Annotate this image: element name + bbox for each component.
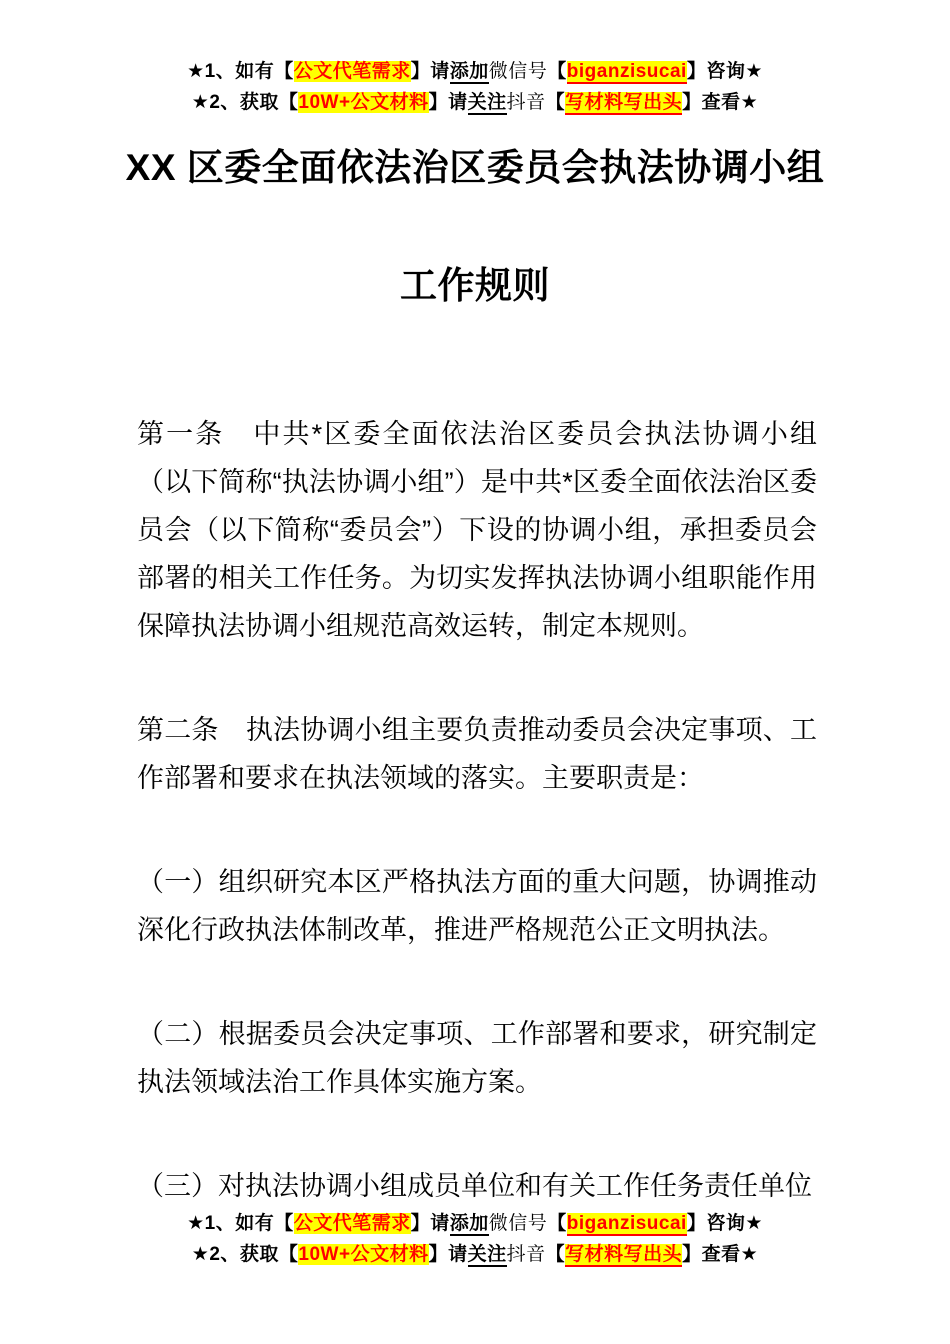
- promo-text-run: 10W+公文材料: [298, 92, 429, 113]
- promo-text-run: biganzisucai: [566, 61, 687, 82]
- promo-text-run: 公文代笔需求: [293, 61, 411, 82]
- promo-text-run: 】查看★: [682, 92, 759, 113]
- body-paragraph: 第一条 中共*区委全面依法治区委员会执法协调小组（以下简称“执法协调小组”）是中共*区委全面依法治区委员会（以下简称“委员会”）下设的协调小组，承担委员会部署的相关工作任务。为切实发挥执法协调小组职能作用保障执法协调小组规范高效运转，制定本规则。: [137, 419, 817, 641]
- promo-text-run: 写材料写出头: [565, 92, 683, 113]
- promo-header-line-1: [0, 56, 950, 87]
- promo-text-run: 微信号: [488, 61, 548, 82]
- body-paragraph: （二）根据委员会决定事项、工作部署和要求，研究制定执法领域法治工作具体实施方案。: [137, 1019, 817, 1097]
- promo-text-run: 添加: [449, 61, 489, 82]
- promo-text-run: 关注: [467, 1244, 507, 1265]
- promo-footer: [0, 1208, 950, 1270]
- promo-text-run: 】请: [428, 92, 468, 113]
- body-paragraph: （一）组织研究本区严格执法方面的重大问题，协调推动深化行政执法体制改革，推进严格规范公正文明执法。: [137, 867, 817, 945]
- promo-text-run: 写材料写出头: [565, 1244, 683, 1265]
- body-paragraph: 第二条 执法协调小组主要负责推动委员会决定事项、工作部署和要求在执法领域的落实。主要职责是：: [137, 715, 817, 793]
- promo-footer-line-1: [0, 1208, 950, 1239]
- promo-text-run: ★2、获取【: [191, 1244, 299, 1265]
- promo-header-line-2: [0, 87, 950, 118]
- promo-text-run: 】咨询★: [686, 61, 763, 82]
- promo-header: [0, 56, 950, 118]
- body-paragraph: （三）对执法协调小组成员单位和有关工作任务责任单位: [137, 1171, 812, 1201]
- document-body: [137, 410, 817, 1210]
- promo-text-run: 抖音: [506, 92, 546, 113]
- promo-text-run: 抖音: [506, 1244, 546, 1265]
- promo-text-run: 【: [545, 92, 566, 113]
- promo-text-run: ★1、如有【: [187, 1213, 294, 1234]
- promo-text-run: ★1、如有【: [187, 61, 294, 82]
- promo-text-run: 添加: [449, 1213, 489, 1234]
- promo-text-run: 公文代笔需求: [293, 1213, 411, 1234]
- document-title-line-2: 工作规则: [400, 265, 550, 306]
- promo-text-run: 【: [547, 1213, 567, 1234]
- promo-text-run: ★2、获取【: [191, 92, 299, 113]
- promo-footer-line-2: [0, 1239, 950, 1270]
- promo-text-run: 】请: [428, 1244, 468, 1265]
- promo-text-run: 微信号: [488, 1213, 548, 1234]
- promo-text-run: 】请: [410, 61, 450, 82]
- promo-text-run: biganzisucai: [566, 1213, 687, 1234]
- promo-text-run: 】请: [410, 1213, 450, 1234]
- promo-text-run: 10W+公文材料: [298, 1244, 429, 1265]
- promo-text-run: 【: [547, 61, 567, 82]
- promo-text-run: 【: [545, 1244, 566, 1265]
- promo-text-run: 关注: [467, 92, 507, 113]
- document-title-line-1: XX 区委全面依法治区委员会执法协调小组: [125, 147, 825, 188]
- promo-text-run: 】查看★: [682, 1244, 759, 1265]
- promo-text-run: 】咨询★: [686, 1213, 763, 1234]
